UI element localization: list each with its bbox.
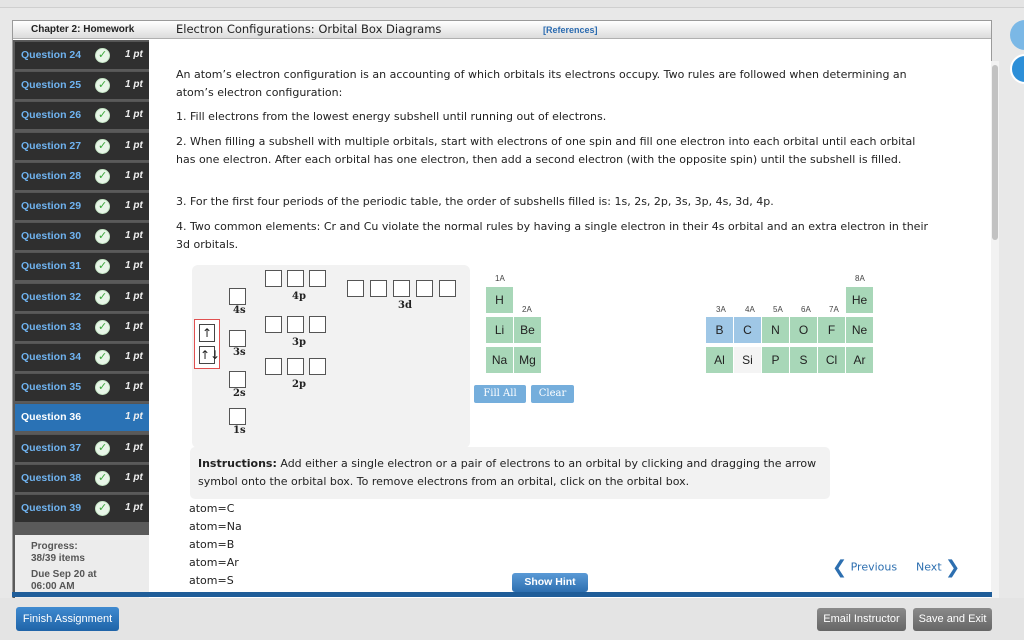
instructions-text: Add either a single electron or a pair of electrons to an orbital by clicking and dragging the arrow symbol onto the orbital box. To remove electrons from an orbital, click on the orbital box. — [198, 457, 817, 488]
check-icon — [95, 78, 110, 93]
references-link[interactable]: [References] — [543, 25, 598, 35]
fill-all-button[interactable]: Fill All — [474, 385, 526, 403]
question-points: 1 pt — [125, 320, 143, 332]
group-label-2A: 2A — [522, 305, 532, 314]
element-Na[interactable]: Na — [485, 346, 514, 374]
question-points: 1 pt — [125, 230, 143, 242]
question-points: 1 pt — [125, 49, 143, 60]
question-label: Question 39 — [21, 502, 82, 514]
orbital-box-3p-3[interactable] — [309, 316, 326, 333]
scrollbar-thumb[interactable] — [992, 65, 998, 240]
question-label: Question 32 — [21, 290, 82, 303]
element-Ar[interactable]: Ar — [845, 346, 874, 374]
sidebar-question-item[interactable] — [15, 343, 149, 371]
check-icon — [95, 169, 110, 184]
element-Mg[interactable]: Mg — [513, 346, 542, 374]
group-label-3A: 3A — [716, 305, 726, 314]
sidebar-question-item[interactable] — [15, 313, 149, 341]
question-label: Question 38 — [21, 471, 82, 484]
element-Cl[interactable]: Cl — [817, 346, 846, 374]
label-3d: 3d — [398, 300, 412, 311]
orbital-box-3d-5[interactable] — [439, 280, 456, 297]
question-points: 1 pt — [125, 411, 143, 423]
orbital-box-3d-1[interactable] — [347, 280, 364, 297]
previous-button[interactable] — [832, 557, 897, 578]
label-2s: 2s — [233, 388, 246, 399]
sidebar-question-item[interactable] — [15, 403, 149, 431]
element-F[interactable]: F — [817, 316, 846, 344]
question-label: Question 31 — [21, 260, 82, 273]
question-label: Question 33 — [21, 320, 82, 333]
label-3s: 3s — [233, 347, 246, 358]
element-N[interactable]: N — [761, 316, 790, 344]
question-label: Question 27 — [21, 139, 82, 152]
next-button[interactable] — [916, 557, 960, 578]
group-label-4A: 4A — [745, 305, 755, 314]
element-Be[interactable]: Be — [513, 316, 542, 344]
check-icon — [95, 229, 110, 244]
progress-value: 38/39 items — [31, 553, 85, 564]
element-B[interactable]: B — [705, 316, 734, 344]
orbital-box-4p-3[interactable] — [309, 270, 326, 287]
email-instructor-button[interactable]: Email Instructor — [817, 608, 906, 631]
orbital-box-3d-3[interactable] — [393, 280, 410, 297]
progress-label: Progress: — [31, 541, 78, 552]
next-label: Next — [916, 560, 942, 574]
question-points: 1 pt — [125, 260, 143, 272]
question-label: Question 25 — [21, 79, 82, 92]
check-icon — [95, 48, 110, 63]
label-1s: 1s — [233, 425, 246, 436]
bottom-divider — [12, 592, 992, 597]
save-and-exit-button[interactable]: Save and Exit — [913, 608, 992, 631]
sidebar-question-item[interactable] — [15, 192, 149, 220]
orbital-box-4s[interactable] — [229, 288, 246, 305]
browser-edge-icon-2[interactable] — [1010, 54, 1024, 84]
question-label: Question 28 — [21, 169, 82, 182]
atom-line: atom=S — [189, 574, 234, 587]
check-icon — [95, 199, 110, 214]
orbital-box-4p-2[interactable] — [287, 270, 304, 287]
sidebar-question-item[interactable] — [15, 373, 149, 401]
label-4s: 4s — [233, 305, 246, 316]
atom-line: atom=B — [189, 538, 235, 551]
chevron-right-icon: ❯ — [945, 557, 961, 578]
sidebar-question-item[interactable] — [15, 101, 149, 129]
check-icon — [95, 380, 110, 395]
group-label-5A: 5A — [773, 305, 783, 314]
sidebar-question-item[interactable] — [15, 464, 149, 492]
single-electron-arrow[interactable]: ↑ — [199, 324, 215, 342]
rule-1: 1. Fill electrons from the lowest energy subshell until running out of electrons. — [176, 110, 607, 123]
instructions-label: Instructions: — [198, 457, 277, 470]
group-label-7A: 7A — [829, 305, 839, 314]
sidebar-question-item[interactable] — [15, 434, 149, 462]
orbital-box-3p-2[interactable] — [287, 316, 304, 333]
electron-arrow-palette — [194, 319, 220, 369]
orbital-box-2p-3[interactable] — [309, 358, 326, 375]
check-icon — [95, 441, 110, 456]
atom-line: atom=Na — [189, 520, 242, 533]
sidebar-question-item[interactable] — [15, 222, 149, 250]
element-Ne[interactable]: Ne — [845, 316, 874, 344]
rule-3: 3. For the first four periods of the periodic table, the order of subshells filled is: 1s, 2s, 2p, 3s, 3p, 4s, 3d, 4p. — [176, 195, 774, 208]
check-icon — [95, 471, 110, 486]
chapter-title: Chapter 2: Homework — [31, 24, 135, 35]
sidebar-question-item[interactable] — [15, 132, 149, 160]
question-points: 1 pt — [125, 351, 143, 362]
orbital-box-2s[interactable] — [229, 371, 246, 388]
question-points: 1 pt — [125, 502, 143, 513]
chevron-left-icon: ❮ — [832, 557, 848, 578]
orbital-box-2p-1[interactable] — [265, 358, 282, 375]
question-points: 1 pt — [125, 79, 143, 91]
intro-text: An atom’s electron configuration is an accounting of which orbitals its electrons occupy. Two rules are followed when determining an atom’s electron configuration: — [176, 68, 907, 99]
question-points: 1 pt — [125, 169, 143, 181]
sidebar-question-item[interactable] — [15, 283, 149, 311]
question-label: Question 37 — [21, 441, 82, 454]
atom-line: atom=Ar — [189, 556, 239, 569]
question-sidebar — [13, 40, 149, 600]
check-icon — [95, 501, 110, 516]
finish-assignment-button[interactable]: Finish Assignment — [16, 607, 119, 631]
check-icon — [95, 108, 110, 123]
question-label: Question 30 — [21, 230, 82, 243]
element-O[interactable]: O — [789, 316, 818, 344]
orbital-box-3d-2[interactable] — [370, 280, 387, 297]
element-S[interactable]: S — [789, 346, 818, 374]
browser-top-strip — [0, 0, 1024, 8]
element-C[interactable]: C — [733, 316, 762, 344]
group-label-1A: 1A — [495, 274, 505, 283]
question-points: 1 pt — [125, 200, 143, 211]
label-3p: 3p — [292, 337, 306, 348]
element-Li[interactable]: Li — [485, 316, 514, 344]
question-label: Question 29 — [21, 200, 82, 212]
orbital-box-3s[interactable] — [229, 330, 246, 347]
element-P[interactable]: P — [761, 346, 790, 374]
orbital-box-3d-4[interactable] — [416, 280, 433, 297]
orbital-box-3p-1[interactable] — [265, 316, 282, 333]
group-label-8A: 8A — [855, 274, 865, 283]
label-2p: 2p — [292, 379, 306, 390]
rule-4: 4. Two common elements: Cr and Cu violate the normal rules by having a single electron in their 4s orbital and an extra electron in their 3d orbitals. — [176, 220, 929, 251]
title-bar — [13, 21, 991, 39]
question-label: Question 34 — [21, 351, 82, 363]
question-label: Question 24 — [21, 49, 82, 61]
question-points: 1 pt — [125, 290, 143, 302]
show-hint-button[interactable]: Show Hint — [512, 573, 588, 592]
atom-list — [189, 502, 242, 592]
question-points: 1 pt — [125, 441, 143, 453]
question-label: Question 26 — [21, 109, 82, 122]
question-label: Question 36 — [21, 411, 82, 424]
clear-button[interactable]: Clear — [531, 385, 574, 403]
browser-edge-icon[interactable] — [1010, 20, 1024, 50]
element-Si[interactable]: Si — [733, 346, 762, 374]
atom-line: atom=C — [189, 502, 235, 515]
orbital-box-4p-1[interactable] — [265, 270, 282, 287]
check-icon — [95, 350, 110, 365]
element-H[interactable]: H — [485, 286, 514, 314]
question-points: 1 pt — [125, 109, 143, 121]
sidebar-question-item[interactable] — [15, 41, 149, 69]
question-label: Question 35 — [21, 381, 82, 394]
due-date-line1: Due Sep 20 at — [31, 569, 97, 580]
question-points: 1 pt — [125, 381, 143, 393]
rule-2: 2. When filling a subshell with multiple orbitals, start with electrons of one spin and fill one electron into each orbital until each orbital has one electron. After each orbital has one electron, then add a second electron (with the opposite spin) until the subshell is filled. — [176, 135, 916, 166]
previous-label: Previous — [850, 560, 898, 574]
sidebar-question-item[interactable] — [15, 71, 149, 99]
check-icon — [95, 139, 110, 154]
element-He[interactable]: He — [845, 286, 874, 314]
check-icon — [95, 259, 110, 274]
question-heading: Electron Configurations: Orbital Box Diagrams — [176, 22, 442, 36]
element-Al[interactable]: Al — [705, 346, 734, 374]
sidebar-question-item[interactable] — [15, 162, 149, 190]
check-icon — [95, 290, 110, 305]
electron-pair-arrow[interactable]: ↑↓ — [200, 348, 221, 362]
check-icon — [95, 320, 110, 335]
group-label-6A: 6A — [801, 305, 811, 314]
question-points: 1 pt — [125, 471, 143, 483]
orbital-box-2p-2[interactable] — [287, 358, 304, 375]
instructions-box — [190, 447, 830, 499]
orbital-box-1s[interactable] — [229, 408, 246, 425]
due-date-line2: 06:00 AM — [31, 581, 75, 592]
label-4p: 4p — [292, 291, 306, 302]
sidebar-question-item[interactable] — [15, 494, 149, 522]
sidebar-question-item[interactable] — [15, 252, 149, 280]
question-points: 1 pt — [125, 139, 143, 151]
